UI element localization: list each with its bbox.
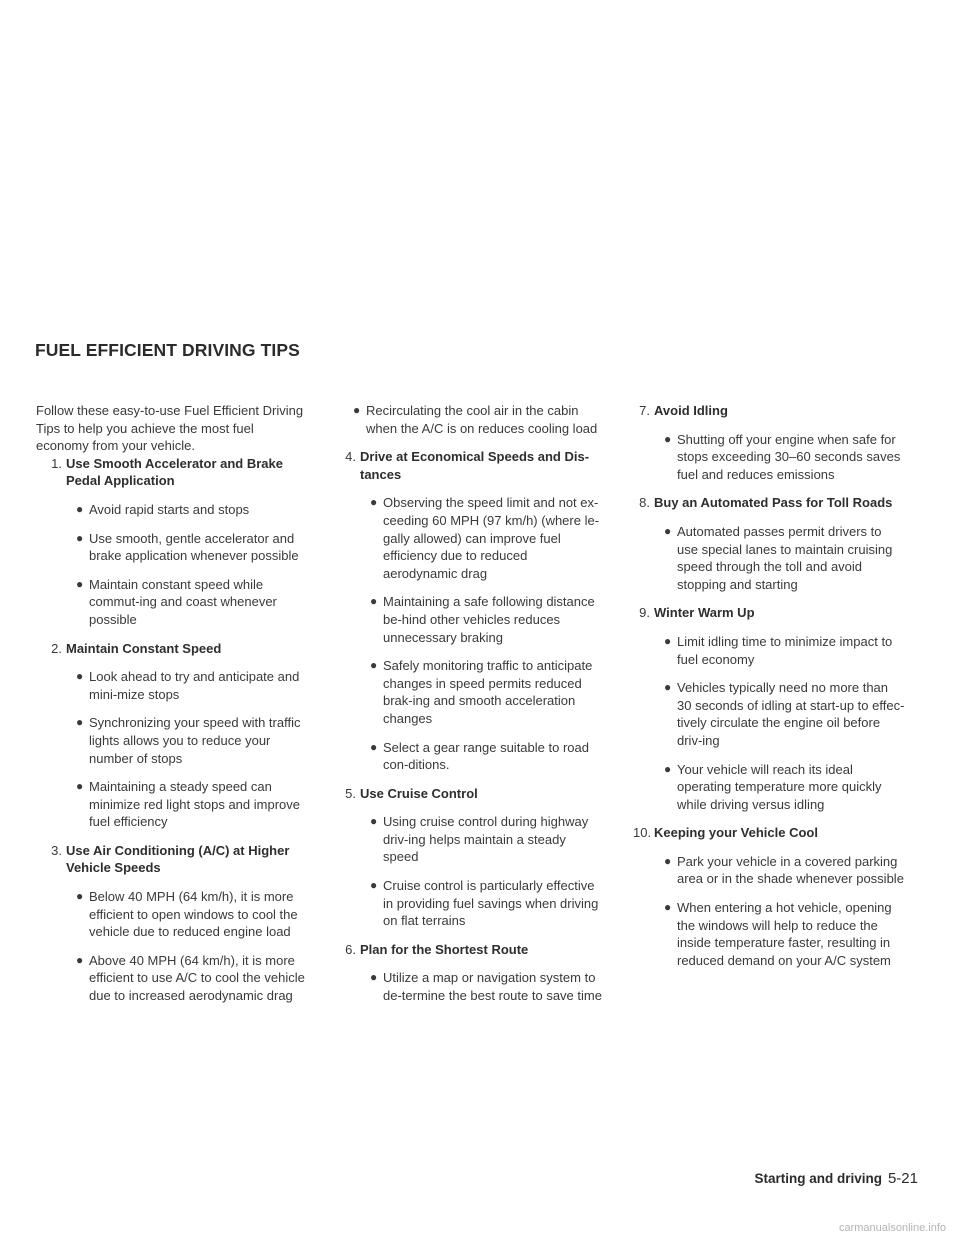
bullet-icon: ● [664,431,672,446]
tip-bullet [664,523,905,593]
driving-tip [36,640,308,831]
driving-tip [339,785,603,930]
bullet-icon: ● [664,761,672,776]
watermark: carmanualsonline.info [838,1222,946,1234]
bullet-text: Avoid rapid starts and stops [89,501,250,517]
tip-number: 2. [51,640,62,656]
driving-tip [36,842,308,1005]
tip-bullet [76,714,308,767]
bullet-icon: ● [76,530,84,545]
bullet-icon: ● [370,594,378,609]
bullet-text: Shutting off your engine when safe for stops exceeding 30–60 seconds saves fuel and reduces emissions [677,431,901,482]
tip-title: Avoid Idling [654,403,728,418]
driving-tip [36,455,308,629]
tip-bullet [76,888,308,941]
tip-heading [633,824,905,842]
bullet-text: Below 40 MPH (64 km/h), it is more efficient to open windows to cool the vehicle due to reduced engine load [89,889,298,940]
tip-bullet [370,657,603,727]
tip-bullet [76,530,308,565]
footer-section-title: Starting and driving [754,1171,882,1186]
tip-bullet [664,899,905,969]
column-2 [339,402,603,1016]
bullet-text: When entering a hot vehicle, opening the windows will help to reduce the inside temperature faster, resulting in reduced demand on your A/C system [677,900,892,968]
tip-title: Drive at Economical Speeds and Dis-tances [360,449,590,482]
bullet-text: Maintaining a steady speed can minimize red light stops and improve fuel efficiency [89,779,300,830]
tip-bullet [664,853,905,888]
tip-bullet [76,778,308,831]
bullet-text: Limit idling time to minimize impact to fuel economy [677,633,893,667]
tip-title: Plan for the Shortest Route [360,941,529,957]
bullet-icon: ● [370,495,378,510]
bullet-text: Above 40 MPH (64 km/h), it is more efficient to use A/C to cool the vehicle due to increased aerodynamic drag [89,952,305,1004]
tip-heading [633,402,905,420]
tip-heading [339,448,603,483]
driving-tip [633,402,905,483]
tip-heading [339,785,603,803]
page-number: 5-21 [887,1170,918,1187]
tip-bullet [370,813,603,866]
tip-number: 4. [345,449,356,465]
driving-tip [633,604,905,813]
bullet-icon: ● [370,878,378,893]
bullet-icon: ● [664,633,672,648]
bullet-text: Look ahead to try and anticipate and mini-mize stops [89,669,300,702]
bullet-icon: ● [370,739,378,754]
tip-number: 1. [51,455,62,471]
driving-tip [633,824,905,969]
column-3 [633,402,905,980]
driving-tip [339,941,603,1005]
tip-heading [633,494,905,512]
bullet-icon: ● [664,853,672,868]
tip-title: Winter Warm Up [654,605,755,621]
bullet-text: Maintain constant speed while commut-ing and coast whenever possible [89,576,277,627]
tip-title: Use Air Conditioning (A/C) at Higher Vehicle Speeds [66,842,290,876]
tip-bullet [664,761,905,814]
tip-title: Use Cruise Control [360,785,478,801]
bullet-icon: ● [76,576,84,591]
bullet-text: Safely monitoring traffic to anticipate changes in speed permits reduced brak-ing and smooth acceleration changes [383,658,593,726]
tip-number: 5. [345,785,356,801]
bullet-icon: ● [76,889,84,904]
bullet-icon: ● [370,814,378,829]
tip-number: 9. [639,605,650,621]
page-footer [754,1170,918,1187]
bullet-icon: ● [76,715,84,730]
bullet-text: Use smooth, gentle accelerator and brake application whenever possible [89,530,299,564]
bullet-icon: ● [76,669,84,684]
intro-paragraph: Follow these easy-to-use Fuel Efficient Driving Tips to help you achieve the most fuel economy from your vehicle. [36,403,304,454]
bullet-icon: ● [370,658,378,673]
tip-heading [36,842,308,877]
bullet-text: Maintaining a safe following distance be-hind other vehicles reduces unnecessary braking [383,594,595,645]
tip-bullet [370,739,603,774]
tip-bullet [76,576,308,629]
bullet-icon: ● [664,900,672,915]
bullet-text: Vehicles typically need no more than 30 seconds of idling at start-up to effec-tively circulate the engine oil before driv-ing [677,680,905,748]
bullet-icon: ● [76,779,84,794]
section-heading: FUEL EFFICIENT DRIVING TIPS [35,340,300,360]
bullet-text: Observing the speed limit and not ex-ceeding 60 MPH (97 km/h) (where le-gally allowed) can improve fuel efficiency due to reduced aerodynamic drag [383,495,600,581]
bullet-text: Your vehicle will reach its ideal operating temperature more quickly while driving versus idling [677,761,882,812]
tip-heading [339,941,603,959]
tip-number: 10. [633,825,652,841]
bullet-text: Automated passes permit drivers to use special lanes to maintain cruising speed through the toll and avoid stopping and starting [677,523,893,592]
bullet-icon: ● [353,403,361,417]
tip-heading [633,604,905,622]
bullet-icon: ● [664,680,672,695]
tip-bullet [664,633,905,668]
tip-bullet [370,969,603,1004]
bullet-text: Park your vehicle in a covered parking area or in the shade whenever possible [677,853,904,887]
bullet-text: Recirculating the cool air in the cabin when the A/C is on reduces cooling load [366,403,598,436]
tip-heading [36,455,308,490]
bullet-text: Synchronizing your speed with traffic lights allows you to reduce your number of stops [89,715,301,766]
bullet-text: Select a gear range suitable to road con-ditions. [383,739,589,773]
column-1 [36,402,308,1016]
driving-tip [339,402,603,437]
tip-number: 7. [639,403,650,418]
bullet-text: Utilize a map or navigation system to de-termine the best route to save time [383,970,602,1004]
tip-bullet [664,679,905,749]
tip-bullet [370,593,603,646]
tip-title: Buy an Automated Pass for Toll Roads [654,495,893,511]
tip-bullet [370,877,603,930]
bullet-icon: ● [76,501,84,516]
driving-tip [339,448,603,774]
tip-title: Maintain Constant Speed [66,640,222,656]
tip-bullet [76,952,308,1005]
tip-heading [36,640,308,658]
tip-title: Keeping your Vehicle Cool [654,825,818,841]
bullet-icon: ● [76,952,84,967]
bullet-icon: ● [664,523,672,538]
tip-bullet [664,431,905,484]
bullet-icon: ● [370,970,378,985]
tip-bullet [353,402,603,437]
tip-title: Use Smooth Accelerator and Brake Pedal Application [66,455,283,489]
bullet-text: Using cruise control during highway driv-ing helps maintain a steady speed [383,814,589,865]
driving-tip [633,494,905,593]
tip-number: 3. [51,842,62,858]
tip-number: 8. [639,495,650,511]
tip-number: 6. [345,941,356,957]
bullet-text: Cruise control is particularly effective in providing fuel savings when driving on flat terrains [383,878,599,929]
tip-bullet [76,501,308,519]
tip-bullet [370,494,603,582]
tip-bullet [76,668,308,703]
